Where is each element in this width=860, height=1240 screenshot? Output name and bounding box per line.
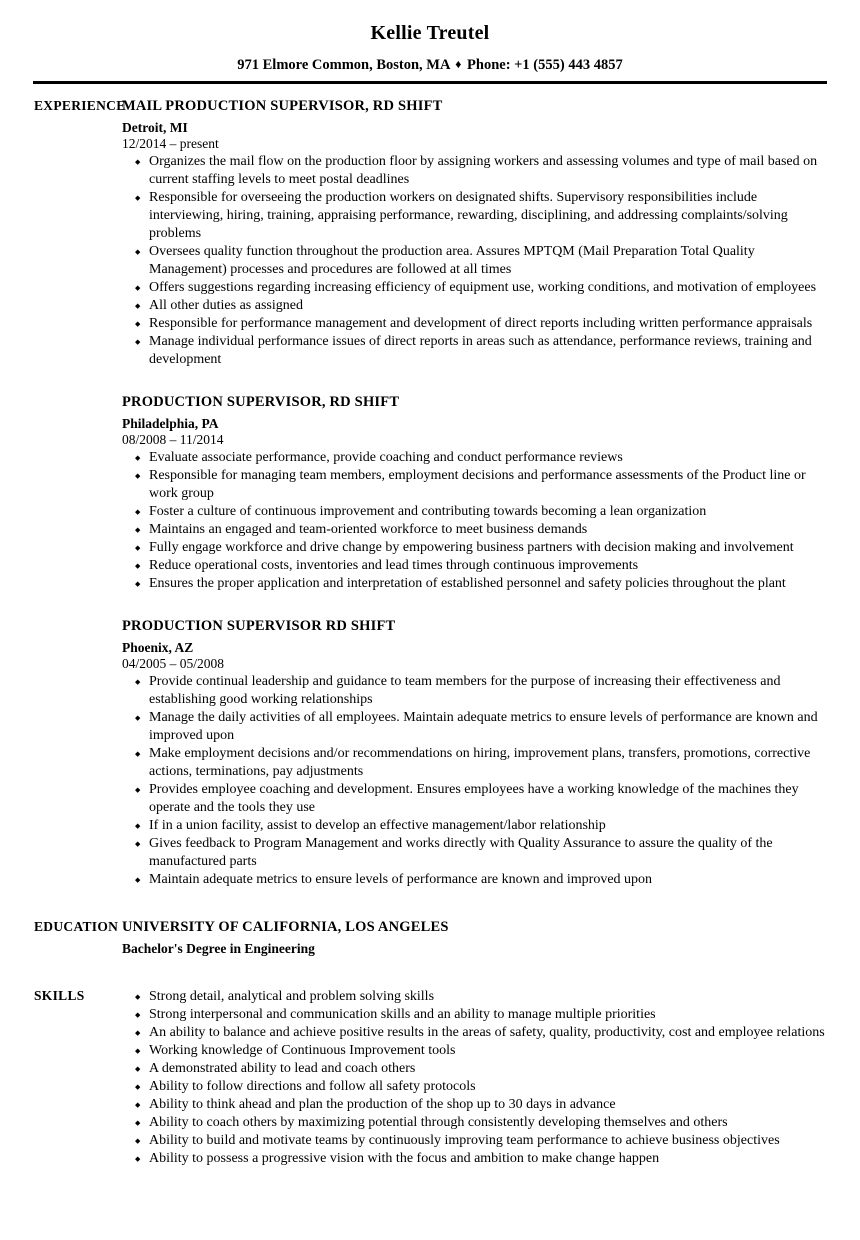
list-item: ◆ Working knowledge of Continuous Improvement tools [122, 1042, 828, 1060]
list-item: ◆ Make employment decisions and/or recommendations on hiring, improvement plans, transfers, promotions, corrective actions, terminations, pay adjustments [122, 745, 828, 781]
education-school: UNIVERSITY OF CALIFORNIA, LOS ANGELES [122, 919, 449, 935]
section-label-skills: SKILLS [34, 988, 85, 1003]
skills-bullet-list [122, 988, 828, 1168]
job-title: MAIL PRODUCTION SUPERVISOR, RD SHIFT [122, 98, 443, 114]
job-entry [122, 97, 828, 369]
list-item: ◆ Responsible for managing team members, employment decisions and performance assessments of the Product line or work group [122, 467, 828, 503]
contact-address: 971 Elmore Common, Boston, MA [237, 57, 450, 73]
job-bullet-list [122, 153, 828, 369]
list-item: ◆ A demonstrated ability to lead and coach others [122, 1060, 828, 1078]
list-item: ◆ Provide continual leadership and guidance to team members for the purpose of increasing their effectiveness and establishing good working relationships [122, 673, 828, 709]
list-item: ◆ Strong detail, analytical and problem solving skills [122, 988, 828, 1006]
section-skills [0, 987, 860, 1168]
job-dates: 04/2005 – 05/2008 [122, 656, 225, 671]
list-item: ◆ Ability to follow directions and follow all safety protocols [122, 1078, 828, 1096]
list-item: ◆ Reduce operational costs, inventories and lead times through continuous improvements [122, 557, 828, 575]
job-location: Philadelphia, PA [122, 416, 219, 431]
education-degree: Bachelor's Degree in Engineering [122, 941, 315, 956]
list-item: ◆ Manage individual performance issues of direct reports in areas such as attendance, performance reviews, training and development [122, 333, 828, 369]
resume-content [0, 84, 860, 1168]
experience-label-column [0, 97, 126, 114]
section-education [0, 918, 860, 957]
job-dates: 08/2008 – 11/2014 [122, 432, 224, 447]
job-entry [122, 617, 828, 889]
list-item: ◆ Oversees quality function throughout the production area. Assures MPTQM (Mail Preparation Total Quality Management) processes and procedures are followed at all times [122, 243, 828, 279]
resume-header [0, 0, 860, 84]
job-location: Detroit, MI [122, 120, 188, 135]
job-title: PRODUCTION SUPERVISOR, RD SHIFT [122, 394, 400, 410]
skills-label-column [0, 987, 122, 1004]
list-item: ◆ An ability to balance and achieve positive results in the areas of safety, quality, productivity, cost and employee relations [122, 1024, 828, 1042]
job-title: PRODUCTION SUPERVISOR RD SHIFT [122, 618, 396, 634]
list-item: ◆ Maintains an engaged and team-oriented workforce to meet business demands [122, 521, 828, 539]
list-item: ◆ Manage the daily activities of all employees. Maintain adequate metrics to ensure levels of performance are known and improved upon [122, 709, 828, 745]
job-location: Phoenix, AZ [122, 640, 194, 655]
list-item: ◆ Gives feedback to Program Management and works directly with Quality Assurance to assure the quality of the manufactured parts [122, 835, 828, 871]
list-item: ◆ Strong interpersonal and communication skills and an ability to manage multiple priorities [122, 1006, 828, 1024]
education-label-column [0, 918, 122, 935]
skills-body-column [122, 987, 860, 1168]
diamond-separator-icon: ♦ [455, 57, 462, 71]
job-bullet-list [122, 449, 828, 593]
list-item: ◆ Ability to possess a progressive vision with the focus and ambition to make change happen [122, 1150, 828, 1168]
section-label-experience: EXPERIENCE [34, 98, 126, 113]
education-body-column [122, 918, 860, 957]
list-item: ◆ Ability to coach others by maximizing potential through consistently developing themselves and others [122, 1114, 828, 1132]
job-entry [122, 393, 828, 593]
list-item: ◆ Organizes the mail flow on the production floor by assigning workers and assessing volumes and type of mail based on current staffing levels to meet postal deadlines [122, 153, 828, 189]
list-item: ◆ Offers suggestions regarding increasing efficiency of equipment use, working conditions, and motivation of employees [122, 279, 828, 297]
list-item: ◆ Fully engage workforce and drive change by empowering business partners with decision making and involvement [122, 539, 828, 557]
experience-body-column [122, 97, 860, 889]
list-item: ◆ All other duties as assigned [122, 297, 828, 315]
list-item: ◆ Ability to think ahead and plan the production of the shop up to 30 days in advance [122, 1096, 828, 1114]
contact-line [0, 56, 860, 74]
list-item: ◆ If in a union facility, assist to develop an effective management/labor relationship [122, 817, 828, 835]
contact-phone: Phone: +1 (555) 443 4857 [467, 57, 623, 73]
list-item: ◆ Evaluate associate performance, provide coaching and conduct performance reviews [122, 449, 828, 467]
list-item: ◆ Provides employee coaching and development. Ensures employees have a working knowledge of the machines they operate and the tools they use [122, 781, 828, 817]
list-item: ◆ Ability to build and motivate teams by continuously improving team performance to achieve business objectives [122, 1132, 828, 1150]
job-bullet-list [122, 673, 828, 889]
list-item: ◆ Foster a culture of continuous improvement and contributing towards becoming a lean organization [122, 503, 828, 521]
section-label-education: EDUCATION [34, 919, 119, 934]
section-experience [0, 97, 860, 889]
list-item: ◆ Responsible for overseeing the production workers on designated shifts. Supervisory responsibilities include interviewing, hiring, training, appraising performance, rewarding, disciplining, and addressing complaints/solving problems [122, 189, 828, 243]
job-dates: 12/2014 – present [122, 136, 219, 151]
candidate-name: Kellie Treutel [370, 22, 490, 44]
list-item: ◆ Ensures the proper application and interpretation of established personnel and safety policies throughout the plant [122, 575, 828, 593]
list-item: ◆ Maintain adequate metrics to ensure levels of performance are known and improved upon [122, 871, 828, 889]
list-item: ◆ Responsible for performance management and development of direct reports including written performance appraisals [122, 315, 828, 333]
